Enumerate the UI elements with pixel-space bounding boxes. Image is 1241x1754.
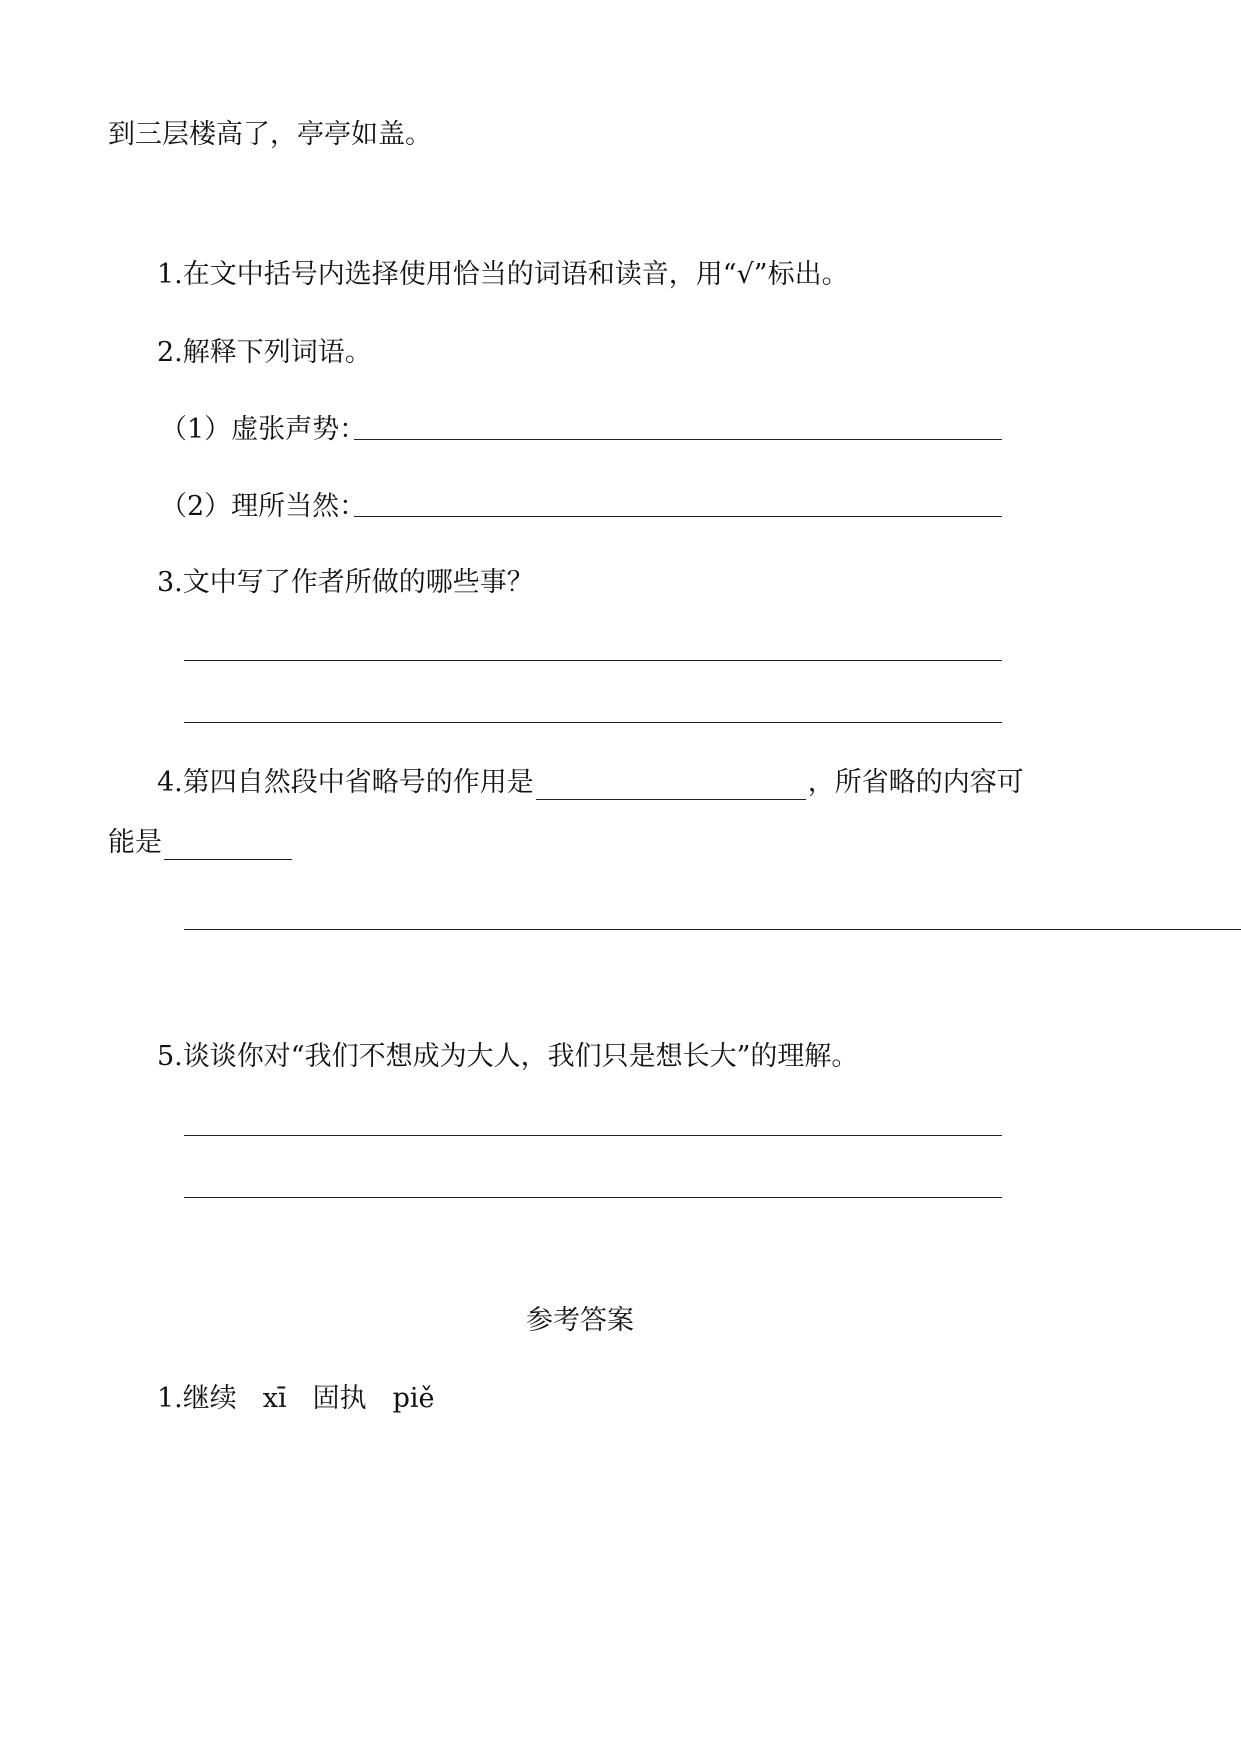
question-1: 1.在文中括号内选择使用恰当的词语和读音，用“√”标出。 bbox=[157, 259, 849, 290]
question-4-answer-line[interactable] bbox=[184, 929, 1241, 930]
answer-1-word-2: 固执 bbox=[312, 1383, 367, 1414]
question-3-answer-line-2[interactable] bbox=[184, 722, 1002, 723]
question-2-sub-2-answer-line[interactable] bbox=[354, 516, 1002, 517]
question-4-line-1 bbox=[157, 766, 1024, 800]
question-2-sub-1-answer-line[interactable] bbox=[354, 439, 1002, 440]
question-2-sub-1-label: （1）虚张声势： bbox=[160, 414, 367, 445]
answer-1-word-1: 继续 bbox=[182, 1383, 237, 1414]
question-4-blank-1[interactable] bbox=[536, 771, 806, 800]
answer-1-num: 1. bbox=[157, 1383, 183, 1414]
question-4-blank-2[interactable] bbox=[164, 831, 292, 860]
question-5-answer-line-1[interactable] bbox=[184, 1135, 1002, 1136]
question-2-sub-2-label: （2）理所当然： bbox=[160, 491, 367, 522]
passage-ending-line: 到三层楼高了，亭亭如盖。 bbox=[108, 119, 432, 150]
question-4-text-part-3: 能是 bbox=[108, 827, 162, 858]
question-5: 5.谈谈你对“我们不想成为大人，我们只是想长大”的理解。 bbox=[157, 1041, 859, 1072]
answers-title: 参考答案 bbox=[526, 1305, 634, 1336]
answer-1-pinyin-1: xī bbox=[262, 1383, 287, 1414]
question-4-line-2 bbox=[108, 826, 294, 860]
question-3-answer-line-1[interactable] bbox=[184, 660, 1002, 661]
question-4-text-part-1: 4.第四自然段中省略号的作用是 bbox=[157, 767, 534, 798]
question-3: 3.文中写了作者所做的哪些事？ bbox=[157, 567, 534, 598]
question-4-text-part-2: ，所省略的内容可 bbox=[807, 767, 1024, 798]
answer-1-pinyin-2: piě bbox=[392, 1383, 435, 1414]
question-5-answer-line-2[interactable] bbox=[184, 1197, 1002, 1198]
answer-1 bbox=[157, 1382, 435, 1416]
question-2: 2.解释下列词语。 bbox=[157, 337, 372, 368]
